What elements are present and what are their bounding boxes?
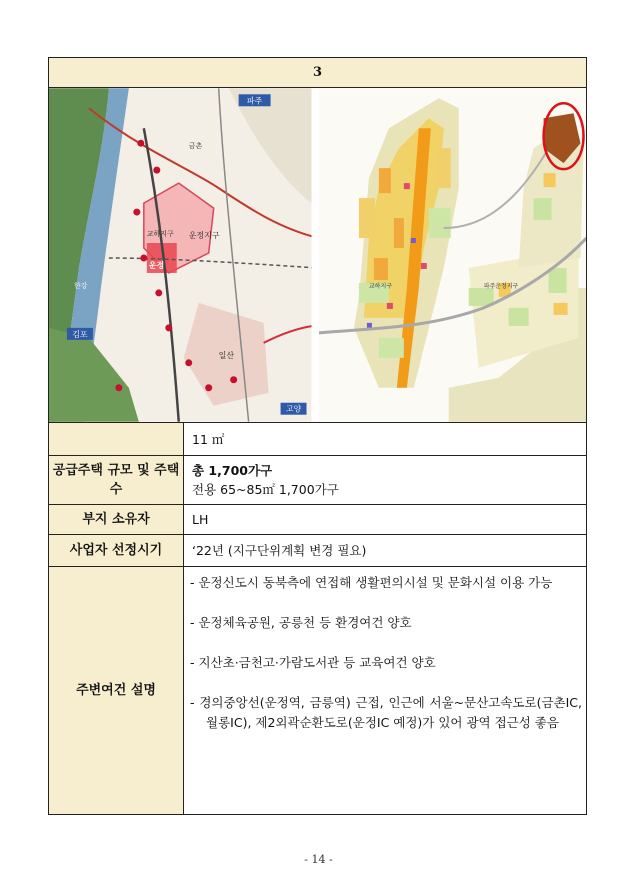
map-label-goyang: 고양 — [285, 404, 302, 414]
supply-total: 총 1,700가구 — [192, 463, 273, 478]
owner-value: LH — [184, 505, 587, 535]
list-item: - 운정체육공원, 공릉천 등 환경여건 양호 — [190, 615, 412, 630]
project-table — [48, 57, 587, 815]
map-label-gyoha: 교하지구 — [146, 230, 174, 239]
map-label-unjeong-district: 운정지구 — [188, 231, 220, 241]
map-label-hangang: 한강 — [73, 281, 88, 290]
map-label-paju: 파주 — [246, 96, 263, 106]
list-item: - 경의중앙선(운정역, 금릉역) 근접, 인근에 서울~문산고속도로(금촌IC, 월롱IC), 제2외곽순환도로(운정IC 예정)가 있어 광역 접근성 좋음 — [190, 695, 583, 730]
plan-label-paju-unjeong: 파주운정지구 — [483, 282, 518, 290]
map-label-ilsan: 일산 — [218, 350, 235, 360]
supply-detail: 전용 65~85㎡ 1,700가구 — [192, 482, 339, 497]
table-header-number: 3 — [49, 58, 587, 88]
surroundings-label: 주변여건 설명 — [49, 567, 184, 815]
maps-row — [49, 88, 587, 423]
page-number: - 14 - — [304, 853, 333, 866]
map-label-geumchon: 금촌 — [188, 142, 203, 151]
map-label-gimpo: 김포 — [72, 329, 88, 339]
supply-value — [184, 456, 587, 505]
map-label-unjeong: 운정 — [148, 260, 165, 270]
list-item: - 지산초·금천고·가람도서관 등 교육여건 양호 — [190, 655, 436, 670]
list-item: - 운정신도시 동북측에 연접해 생활편의시설 및 문화시설 이용 가능 — [190, 575, 553, 590]
area-value: 11 ㎡ — [184, 423, 587, 456]
district-plan-map — [319, 88, 587, 422]
supply-label: 공급주택 규모 및 주택수 — [49, 456, 184, 505]
operator-label: 사업자 선정시기 — [49, 535, 184, 567]
operator-value: ‘22년 (지구단위계획 변경 필요) — [184, 535, 587, 567]
owner-label: 부지 소유자 — [49, 505, 184, 535]
location-map — [49, 88, 319, 422]
plan-label-gyoha: 교하지구 — [368, 282, 392, 290]
surroundings-list — [184, 567, 587, 815]
area-label — [49, 423, 184, 456]
